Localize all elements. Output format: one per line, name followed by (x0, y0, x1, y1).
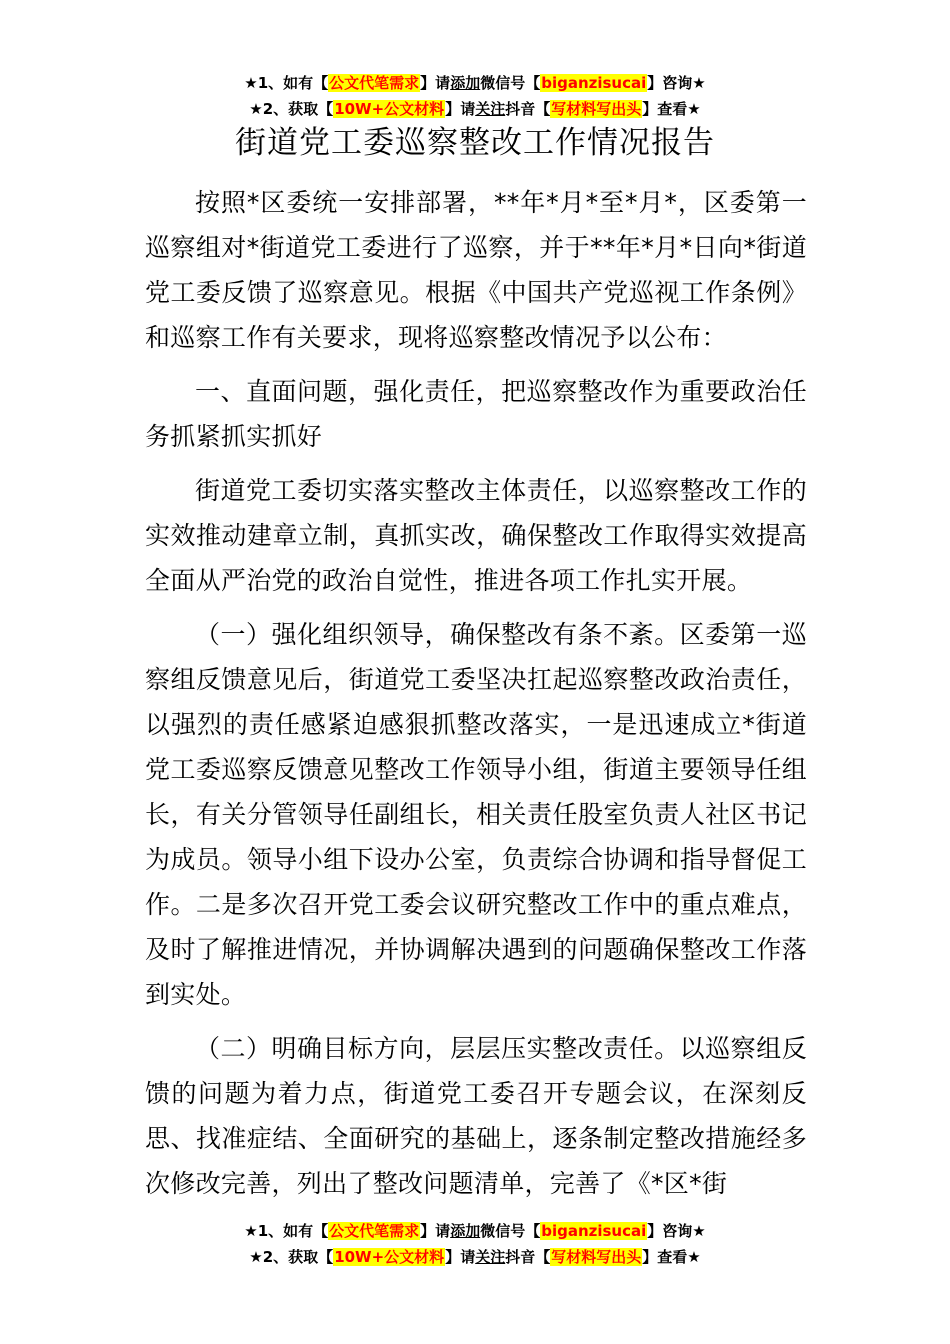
banner-text: 】请 (445, 100, 476, 118)
paragraph-subsection-2: （二）明确目标方向，层层压实整改责任。以巡察组反馈的问题为着力点，街道党工委召开专题会议，在深刻反思、找准症结、全面研究的基础上，逐条制定整改措施经多次修改完善，列出了整改问题清单，完善了《*区*街 (145, 1034, 807, 1198)
banner-text: 】请 (420, 74, 451, 92)
underlined-text: 关注 (475, 1248, 506, 1266)
footer-banner (0, 1218, 950, 1270)
banner-text: 】查看★ (642, 1248, 701, 1266)
header-banner (0, 70, 950, 122)
highlight-service: 公文代笔需求 (329, 1222, 420, 1240)
banner-text: 抖音【 (505, 100, 551, 118)
banner-line-1 (0, 1218, 950, 1244)
highlight-wechat-id: biganzisucai (541, 74, 647, 92)
section-heading-1: 一、直面问题，强化责任，把巡察整改作为重要政治任务抓紧抓实抓好 (145, 377, 807, 451)
paragraph-section-1: 街道党工委切实落实整改主体责任，以巡察整改工作的实效推动建章立制，真抓实改，确保整改工作取得实效提高全面从严治党的政治自觉性，推进各项工作扎实开展。 (145, 476, 807, 595)
paragraph-subsection-1: （一）强化组织领导，确保整改有条不紊。区委第一巡察组反馈意见后，街道党工委坚决扛起巡察整改政治责任，以强烈的责任感紧迫感狠抓整改落实，一是迅速成立*街道党工委巡察反馈意见整改工作领导小组，街道主要领导任组长，有关分管领导任副组长，相关责任股室负责人社区书记为成员。领导小组下设办公室，负责综合协调和指导督促工作。二是多次召开党工委会议研究整改工作中的重点难点，及时了解推进情况，并协调解决遇到的问题确保整改工作落到实处。 (145, 620, 807, 1009)
paragraph-intro: 按照*区委统一安排部署，**年*月*至*月*，区委第一巡察组对*街道党工委进行了巡察，并于**年*月*日向*街道党工委反馈了巡察意见。根据《中国共产党巡视工作条例》和巡察工作有关要求，现将巡察整改情况予以公布： (145, 188, 807, 352)
banner-text: 抖音【 (505, 1248, 551, 1266)
banner-line-2 (0, 96, 950, 122)
banner-line-1 (0, 70, 950, 96)
highlight-wechat-id: biganzisucai (541, 1222, 647, 1240)
underlined-text: 关注 (475, 100, 506, 118)
banner-line-2 (0, 1244, 950, 1270)
banner-text: 】查看★ (642, 100, 701, 118)
document-body (145, 180, 807, 1215)
underlined-text: 添加 (450, 74, 481, 92)
banner-text: 】请 (445, 1248, 476, 1266)
highlight-materials: 10W+公文材料 (334, 100, 445, 118)
banner-text: 微信号【 (480, 1222, 541, 1240)
highlight-douyin: 写材料写出头 (551, 1248, 642, 1266)
banner-text: 微信号【 (480, 74, 541, 92)
banner-text: 】咨询★ (647, 74, 706, 92)
banner-text: ★1、如有【 (244, 74, 329, 92)
banner-text: 】咨询★ (647, 1222, 706, 1240)
highlight-materials: 10W+公文材料 (334, 1248, 445, 1266)
highlight-douyin: 写材料写出头 (551, 100, 642, 118)
banner-text: 】请 (420, 1222, 451, 1240)
banner-text: ★1、如有【 (244, 1222, 329, 1240)
document-title: 街道党工委巡察整改工作情况报告 (235, 125, 715, 161)
highlight-service: 公文代笔需求 (329, 74, 420, 92)
underlined-text: 添加 (450, 1222, 481, 1240)
banner-text: ★2、获取【 (249, 100, 334, 118)
banner-text: ★2、获取【 (249, 1248, 334, 1266)
